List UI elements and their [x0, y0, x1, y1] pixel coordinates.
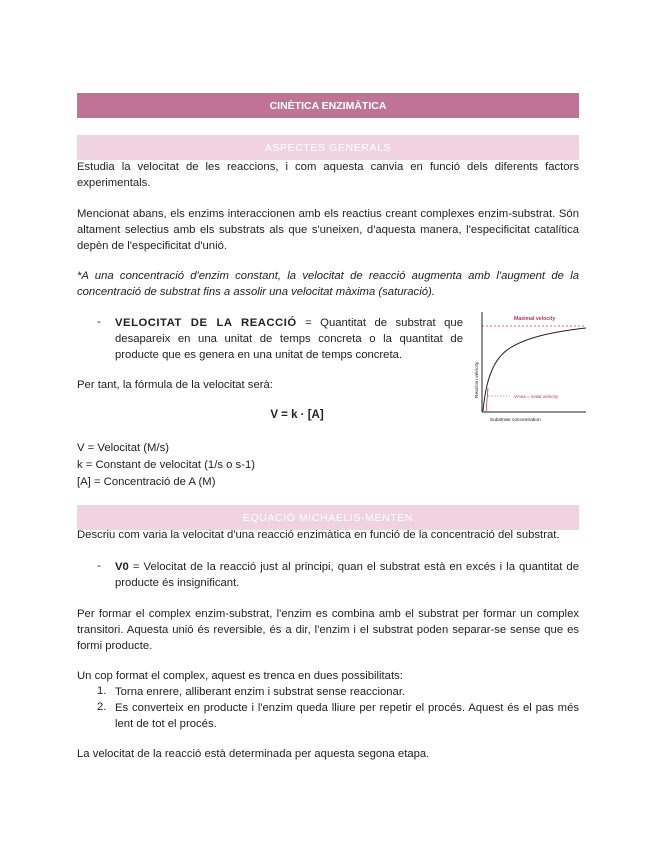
paragraph-conclusion: La velocitat de la reacció està determinada per aquesta segona etapa. [77, 748, 430, 760]
definition-v: V = Velocitat (M/s) [77, 442, 169, 454]
paragraph-describes: Descriu com varia la velocitat d'una reacció enzimàtica en funció de la concentració del substrat. [77, 529, 560, 541]
initial-slope-line [486, 388, 488, 412]
saturation-curve-figure [470, 308, 588, 426]
v0-term: V0 [115, 561, 129, 573]
title-banner [77, 93, 579, 118]
section-heading-text: ASPECTES GENERALS [264, 141, 392, 154]
list-number: 1. [97, 685, 107, 697]
section-heading-general [77, 135, 579, 160]
note-saturation: *A una concentració d'enzim constant, la velocitat de reacció augmenta amb l'augment de la concentració de substrat fins a assolir una velocitat màxima (saturació). [77, 270, 579, 298]
v0-definition: = Velocitat de la reacció just al principi, quan el substrat està en excés i la quantitat de producte és insignificant. [115, 561, 579, 589]
list-item: Es converteix en producte i l'enzim queda lliure per repetir el procés. Aquest és el pas més lent de tot el procés. [115, 702, 579, 730]
list-item: Torna enrere, alliberant enzim i substrat sense reaccionar. [115, 686, 406, 698]
bullet-velocity [115, 316, 463, 363]
paragraph-enzymes: Mencionat abans, els enzims interaccionen amb els reactius creant complexes enzim-substrat. Són altament selectius amb els substrats als que s'uneixen, d'aquesta manera, l'especificitat catalítica depèn de l'especificitat d'unió. [77, 208, 579, 252]
max-velocity-label: Maximal velocity [514, 316, 556, 322]
paragraph-possibilities: Un cop format el complex, aquest es trenca en dues possibilitats: [77, 670, 403, 682]
bullet-marker: - [97, 316, 101, 328]
initial-velocity-label: Vmax = initial velocity [514, 394, 559, 399]
definition-a: [A] = Concentració de A (M) [77, 476, 216, 488]
y-axis-label: Reaction velocity [475, 361, 480, 398]
definition-k: k = Constant de velocitat (1/s o s-1) [77, 459, 256, 471]
paragraph-complex: Per formar el complex enzim-substrat, l'enzim es combina amb el substrat per formar un complex transitori. Aquesta unió és reversible, és a dir, l'enzim i el substrat poden separar-se sense que es formi producte. [77, 608, 579, 652]
bullet-marker: - [97, 560, 101, 572]
section-heading-michaelis [77, 505, 579, 530]
bullet-term: VELOCITAT DE LA REACCIÓ [115, 317, 297, 329]
paragraph-intro: Estudia la velocitat de les reaccions, i com aquesta canvia en funció dels diferents factors experimentals. [77, 161, 579, 189]
x-axis-label: Substrate concentration [490, 418, 541, 423]
list-number: 2. [97, 701, 107, 713]
bullet-definition: = Quantitat de substrat que desapareix en una unitat de temps concreta o la quantitat de producte que es genera en una unitat de temps concreta. [115, 317, 464, 361]
formula-intro: Per tant, la fórmula de la velocitat serà: [77, 379, 273, 391]
page-title: CINÈTICA ENZIMÀTICA [269, 99, 387, 112]
bullet-v0 [115, 560, 579, 592]
section-heading-text: EQUACIÓ MICHAELIS-MENTEN [242, 511, 414, 524]
velocity-formula: V = k · [A] [270, 409, 324, 421]
